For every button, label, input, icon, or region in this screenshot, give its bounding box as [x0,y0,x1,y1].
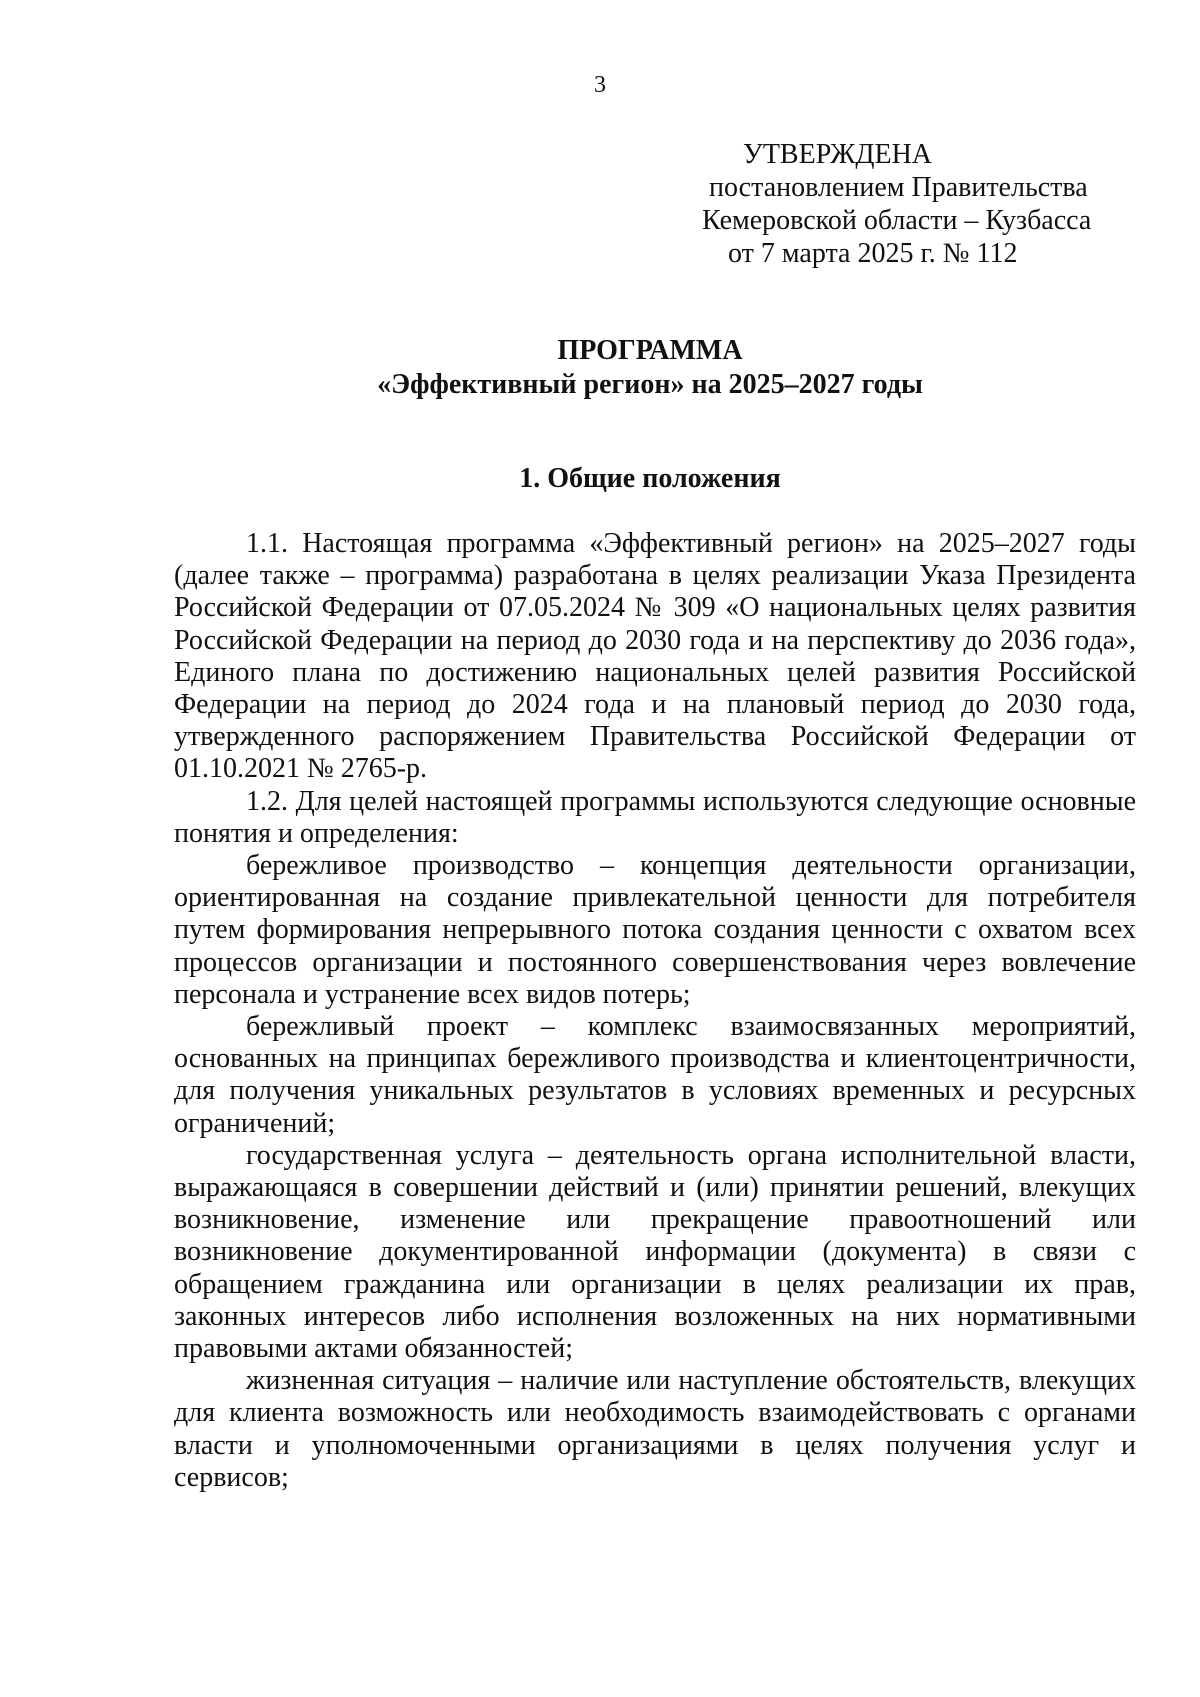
definition-life-situation: жизненная ситуация – наличие или наступление обстоятельств, влекущих для клиента возможность или необходимость взаимодействовать с органами власти и уполномоченными организациями в целях получения услуг и сервисов; [174,1365,1136,1493]
definition-public-service: государственная услуга – деятельность органа исполнительной власти, выражающаяся в совершении действий и (или) принятии решений, влекущих возникновение, изменение или прекращение правоотношений или возникновение документированной информации (документа) в связи с обращением гражданина или организации в целях реализации их прав, законных интересов либо исполнения возложенных на них нормативными правовыми актами обязанностей; [174,1139,1136,1365]
title-line-name: «Эффективный регион» на 2025–2027 годы [377,369,923,400]
approval-date-number: от 7 марта 2025 г. № 112 [728,238,1018,269]
title-line-program: ПРОГРАММА [557,335,743,366]
approval-heading: УТВЕРЖДЕНА [743,139,933,170]
section-heading: 1. Общие положения [519,463,781,494]
definition-lean-production: бережливое производство – концепция деятельности организации, ориентированная на создание привлекательной ценности для потребителя путем формирования непрерывного потока создания ценности с охватом всех процессов организации и постоянного совершенствования через вовлечение персонала и устранение всех видов потерь; [174,850,1136,1010]
page-number: 3 [594,72,606,98]
approval-resolution: постановлением Правительства [709,172,1088,203]
paragraph-1-2: 1.2. Для целей настоящей программы используются следующие основные понятия и определения: [174,785,1136,849]
document-body [174,528,1136,1494]
approval-stamp-block [650,138,1130,270]
approval-region: Кемеровской области – Кузбасса [702,205,1092,236]
definition-lean-project: бережливый проект – комплекс взаимосвязанных мероприятий, основанных на принципах бережливого производства и клиентоцентричности, для получения уникальных результатов в условиях временных и ресурсных ограничений; [174,1011,1136,1139]
document-title [0,334,1200,402]
paragraph-1-1: 1.1. Настоящая программа «Эффективный регион» на 2025–2027 годы (далее также – программа) разработана в целях реализации Указа Президента Российской Федерации от 07.05.2024 № 309 «О национальных целях развития Российской Федерации на период до 2030 года и на перспективу до 2036 года», Единого плана по достижению национальных целей развития Российской Федерации на период до 2024 года и на плановый период до 2030 года, утвержденного распоряжением Правительства Российской Федерации от 01.10.2021 № 2765-р. [174,528,1136,785]
